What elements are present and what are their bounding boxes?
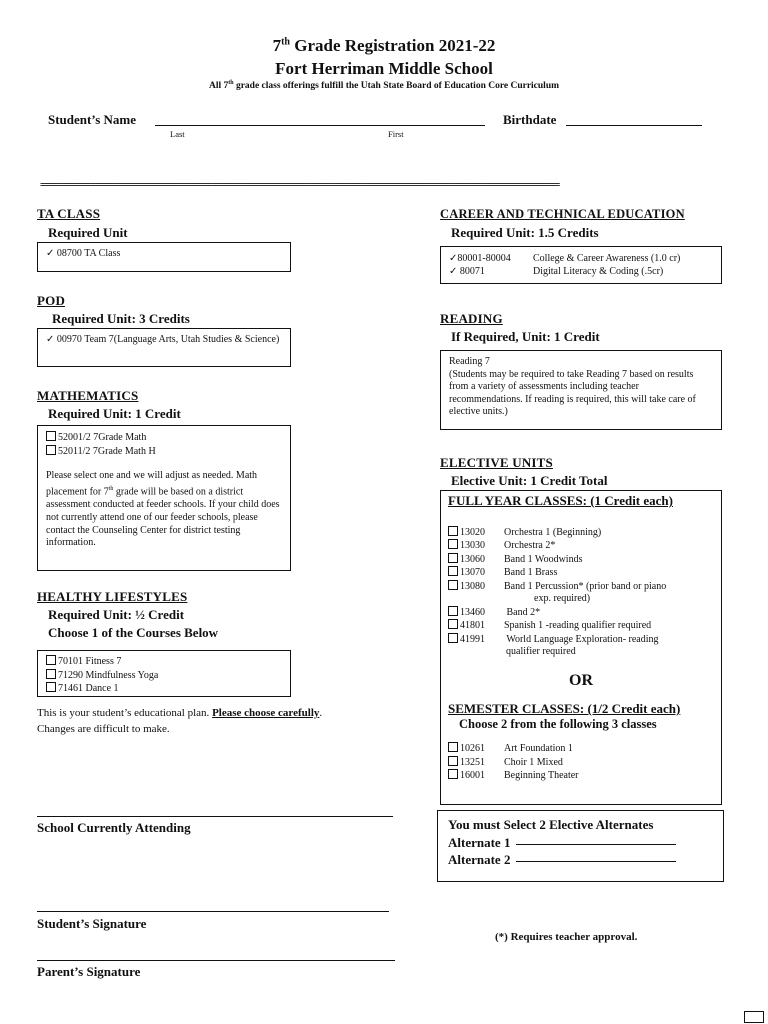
alternate-2-field[interactable] bbox=[516, 861, 676, 862]
healthy-lifestyles-choose: Choose 1 of the Courses Below bbox=[48, 625, 219, 640]
cte-required: Required Unit: 1.5 Credits bbox=[451, 225, 599, 240]
math-heading: MATHEMATICS bbox=[37, 388, 139, 403]
checkbox[interactable] bbox=[448, 619, 458, 629]
elective-option[interactable]: 41801 Spanish 1 -reading qualifier required bbox=[448, 619, 714, 633]
full-year-heading: FULL YEAR CLASSES: (1 Credit each) bbox=[448, 493, 673, 508]
checkbox[interactable] bbox=[448, 742, 458, 752]
reading-heading: READING bbox=[440, 311, 503, 326]
checkbox[interactable] bbox=[448, 606, 458, 616]
pod-required: Required Unit: 3 Credits bbox=[52, 311, 190, 326]
elective-option[interactable]: 13080 Band 1 Percussion* (prior band or piano bbox=[448, 580, 714, 594]
first-name-label: First bbox=[388, 129, 404, 139]
pod-item: ✓ 00970 Team 7(Language Arts, Utah Studies & Science) bbox=[46, 334, 280, 345]
elective-option-continued: exp. required) bbox=[534, 593, 591, 604]
ta-class-required: Required Unit bbox=[48, 225, 128, 240]
math-box bbox=[37, 425, 291, 571]
reading-box bbox=[440, 350, 722, 430]
math-option[interactable]: 52011/2 7Grade Math H bbox=[46, 445, 282, 459]
elective-heading: ELECTIVE UNITS bbox=[440, 455, 553, 470]
student-name-label: Student’s Name bbox=[48, 112, 136, 127]
cte-heading: CAREER AND TECHNICAL EDUCATION bbox=[440, 207, 685, 221]
semester-choose: Choose 2 from the following 3 classes bbox=[459, 716, 657, 731]
semester-option[interactable]: 16001 Beginning Theater bbox=[448, 769, 714, 783]
health-option[interactable]: 71290 Mindfulness Yoga bbox=[46, 669, 282, 683]
ta-class-heading: TA CLASS bbox=[37, 206, 101, 221]
cte-item: ✓80001-80004 College & Career Awareness (1.0 cr) bbox=[449, 253, 681, 264]
ta-class-item: ✓ 08700 TA Class bbox=[46, 248, 121, 259]
school-name: Fort Herriman Middle School bbox=[275, 59, 493, 78]
parent-signature-field[interactable] bbox=[37, 960, 395, 961]
curriculum-note: All 7th grade class offerings fulfill the Utah State Board of Education Core Curriculum bbox=[208, 80, 560, 92]
birthdate-field[interactable] bbox=[566, 125, 702, 126]
reading-course: Reading 7 bbox=[449, 356, 490, 367]
parent-signature-label: Parent’s Signature bbox=[37, 964, 141, 979]
alternates-heading: You must Select 2 Elective Alternates bbox=[448, 817, 654, 832]
math-required: Required Unit: 1 Credit bbox=[48, 406, 181, 421]
separator-line: ============================================================================================== bbox=[40, 178, 560, 191]
checkbox[interactable] bbox=[46, 431, 56, 441]
alternate-1: Alternate 1 bbox=[448, 834, 713, 852]
cte-item: ✓ 80071 Digital Literacy & Coding (.5cr) bbox=[449, 266, 664, 277]
alternate-2: Alternate 2 bbox=[448, 851, 713, 869]
elective-option[interactable]: 13020 Orchestra 1 (Beginning) bbox=[448, 526, 714, 540]
pod-heading: POD bbox=[37, 293, 66, 308]
health-option[interactable]: 71461 Dance 1 bbox=[46, 682, 282, 696]
checkbox[interactable] bbox=[46, 655, 56, 665]
checkbox[interactable] bbox=[448, 580, 458, 590]
student-signature-field[interactable] bbox=[37, 911, 389, 912]
math-option[interactable]: 52001/2 7Grade Math bbox=[46, 431, 282, 445]
student-name-field[interactable] bbox=[155, 125, 485, 126]
checkbox[interactable] bbox=[448, 553, 458, 563]
checkbox[interactable] bbox=[448, 633, 458, 643]
semester-option[interactable]: 10261 Art Foundation 1 bbox=[448, 742, 714, 756]
elective-required: Elective Unit: 1 Credit Total bbox=[451, 473, 608, 488]
page-marker-box bbox=[744, 1011, 764, 1023]
health-option[interactable]: 70101 Fitness 7 bbox=[46, 655, 282, 669]
semester-heading: SEMESTER CLASSES: (1/2 Credit each) bbox=[448, 701, 681, 716]
checkbox[interactable] bbox=[448, 526, 458, 536]
elective-option-continued: qualifier required bbox=[506, 646, 576, 657]
elective-option[interactable]: 13060 Band 1 Woodwinds bbox=[448, 553, 714, 567]
reading-required: If Required, Unit: 1 Credit bbox=[451, 329, 600, 344]
checkbox[interactable] bbox=[448, 539, 458, 549]
school-attending-field[interactable] bbox=[37, 816, 393, 817]
student-signature-label: Student’s Signature bbox=[37, 916, 147, 931]
elective-option[interactable]: 13460 Band 2* bbox=[448, 606, 714, 620]
checkbox[interactable] bbox=[46, 682, 56, 692]
alternates-box bbox=[437, 810, 724, 882]
last-name-label: Last bbox=[170, 129, 185, 139]
cte-box bbox=[440, 246, 722, 284]
educational-plan-note: This is your student’s educational plan. Please choose carefully. Changes are difficult to make. bbox=[37, 707, 323, 735]
elective-box bbox=[440, 490, 722, 805]
math-placement-note: Please select one and we will adjust as needed. Math placement for 7th grade will be based on a district assessment conducted at feeder schools. If your child does not currently attend one of our feeder schools, please contact the Counseling Center for district testing information. bbox=[46, 470, 280, 549]
checkbox[interactable] bbox=[448, 566, 458, 576]
checkbox[interactable] bbox=[448, 756, 458, 766]
reading-description: (Students may be required to take Reading 7 based on results from a variety of assessments including teacher recommendations. If reading is required, this will take care of elective units.) bbox=[449, 368, 696, 417]
teacher-approval-footnote: (*) Requires teacher approval. bbox=[495, 931, 638, 943]
pod-box bbox=[37, 328, 291, 367]
semester-option[interactable]: 13251 Choir 1 Mixed bbox=[448, 756, 714, 770]
page-title: 7th Grade Registration 2021-22 bbox=[272, 36, 496, 55]
checkbox[interactable] bbox=[46, 445, 56, 455]
checkbox[interactable] bbox=[46, 669, 56, 679]
checkbox[interactable] bbox=[448, 769, 458, 779]
elective-option[interactable]: 13070 Band 1 Brass bbox=[448, 566, 714, 580]
school-attending-label: School Currently Attending bbox=[37, 820, 191, 835]
or-divider: OR bbox=[569, 671, 593, 689]
elective-option[interactable]: 13030 Orchestra 2* bbox=[448, 539, 714, 553]
healthy-lifestyles-required: Required Unit: ½ Credit bbox=[48, 607, 185, 622]
ta-class-box bbox=[37, 242, 291, 272]
healthy-lifestyles-box bbox=[37, 650, 291, 697]
elective-option[interactable]: 41991 World Language Exploration- reading bbox=[448, 633, 714, 647]
healthy-lifestyles-heading: HEALTHY LIFESTYLES bbox=[37, 589, 188, 604]
birthdate-label: Birthdate bbox=[503, 112, 557, 127]
alternate-1-field[interactable] bbox=[516, 844, 676, 845]
